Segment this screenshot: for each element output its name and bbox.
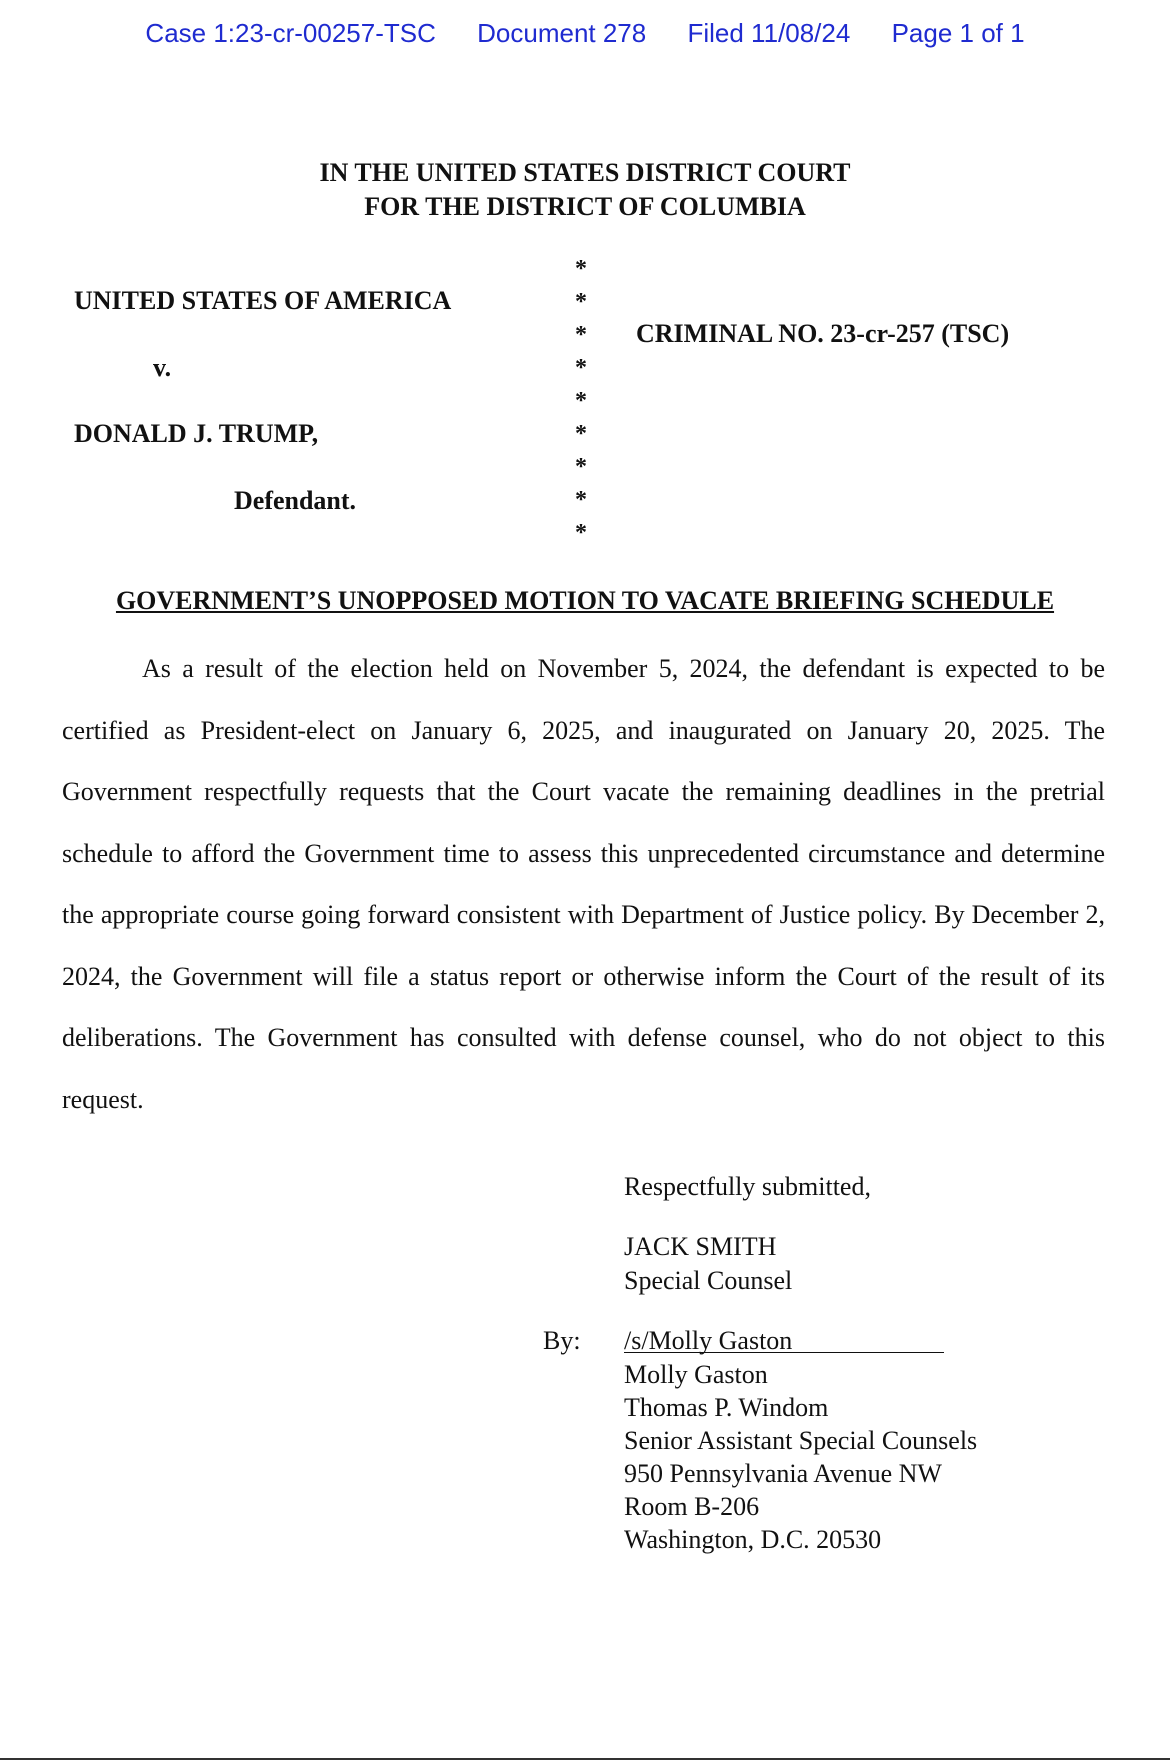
closing-line: Respectfully submitted,: [624, 1172, 871, 1201]
signature-address-block: [624, 1358, 977, 1556]
versus-label: v.: [153, 353, 172, 382]
plaintiff-name: UNITED STATES OF AMERICA: [74, 286, 452, 315]
caption-star: *: [575, 454, 587, 480]
caption-star: *: [575, 388, 587, 414]
motion-title: GOVERNMENT’S UNOPPOSED MOTION TO VACATE BRIEFING SCHEDULE: [115, 586, 1055, 615]
court-heading: [0, 156, 1170, 224]
caption-star: *: [575, 520, 587, 546]
document-number-stamp: Document 278: [477, 18, 647, 48]
caption-star: *: [575, 256, 587, 282]
attorney-name-2: Thomas P. Windom: [624, 1393, 829, 1422]
court-line-1: IN THE UNITED STATES DISTRICT COURT: [319, 158, 851, 187]
caption-star: *: [575, 289, 587, 315]
caption-star: *: [575, 355, 587, 381]
case-number-stamp: Case 1:23-cr-00257-TSC: [145, 18, 436, 48]
page-bottom-border: [0, 1758, 1170, 1760]
page-number-stamp: Page 1 of 1: [891, 18, 1025, 48]
court-line-2: FOR THE DISTRICT OF COLUMBIA: [364, 192, 806, 221]
signer-name: JACK SMITH: [624, 1232, 777, 1261]
signer-title: Special Counsel: [624, 1266, 793, 1295]
address-city: Washington, D.C. 20530: [624, 1525, 882, 1554]
defendant-label: Defendant.: [234, 486, 357, 515]
signature-line: [624, 1352, 944, 1353]
criminal-case-number: CRIMINAL NO. 23-cr-257 (TSC): [636, 319, 1010, 348]
attorney-title: Senior Assistant Special Counsels: [624, 1426, 978, 1455]
caption-star: *: [575, 322, 587, 348]
filed-date-stamp: Filed 11/08/24: [687, 18, 851, 48]
electronic-signature: /s/Molly Gaston: [624, 1326, 793, 1355]
address-street: 950 Pennsylvania Avenue NW: [624, 1459, 942, 1488]
ecf-header: [0, 18, 1170, 49]
caption-star: *: [575, 487, 587, 513]
motion-body: As a result of the election held on November 5, 2024, the defendant is expected to be certified as President-elect on January 6, 2025, and inaugurated on January 20, 2025. The Government respectfully requests that the Court vacate the remaining deadlines in the pretrial schedule to afford the Government time to assess this unprecedented circumstance and determine the appropriate course going forward consistent with Department of Justice policy. By December 2, 2024, the Government will file a status report or otherwise inform the Court of the result of its deliberations. The Government has consulted with defense counsel, who do not object to this request.: [62, 654, 1105, 1114]
by-label: By:: [543, 1326, 581, 1355]
address-room: Room B-206: [624, 1492, 760, 1521]
defendant-name: DONALD J. TRUMP,: [74, 419, 319, 448]
attorney-name-1: Molly Gaston: [624, 1360, 768, 1389]
caption-star: *: [575, 421, 587, 447]
